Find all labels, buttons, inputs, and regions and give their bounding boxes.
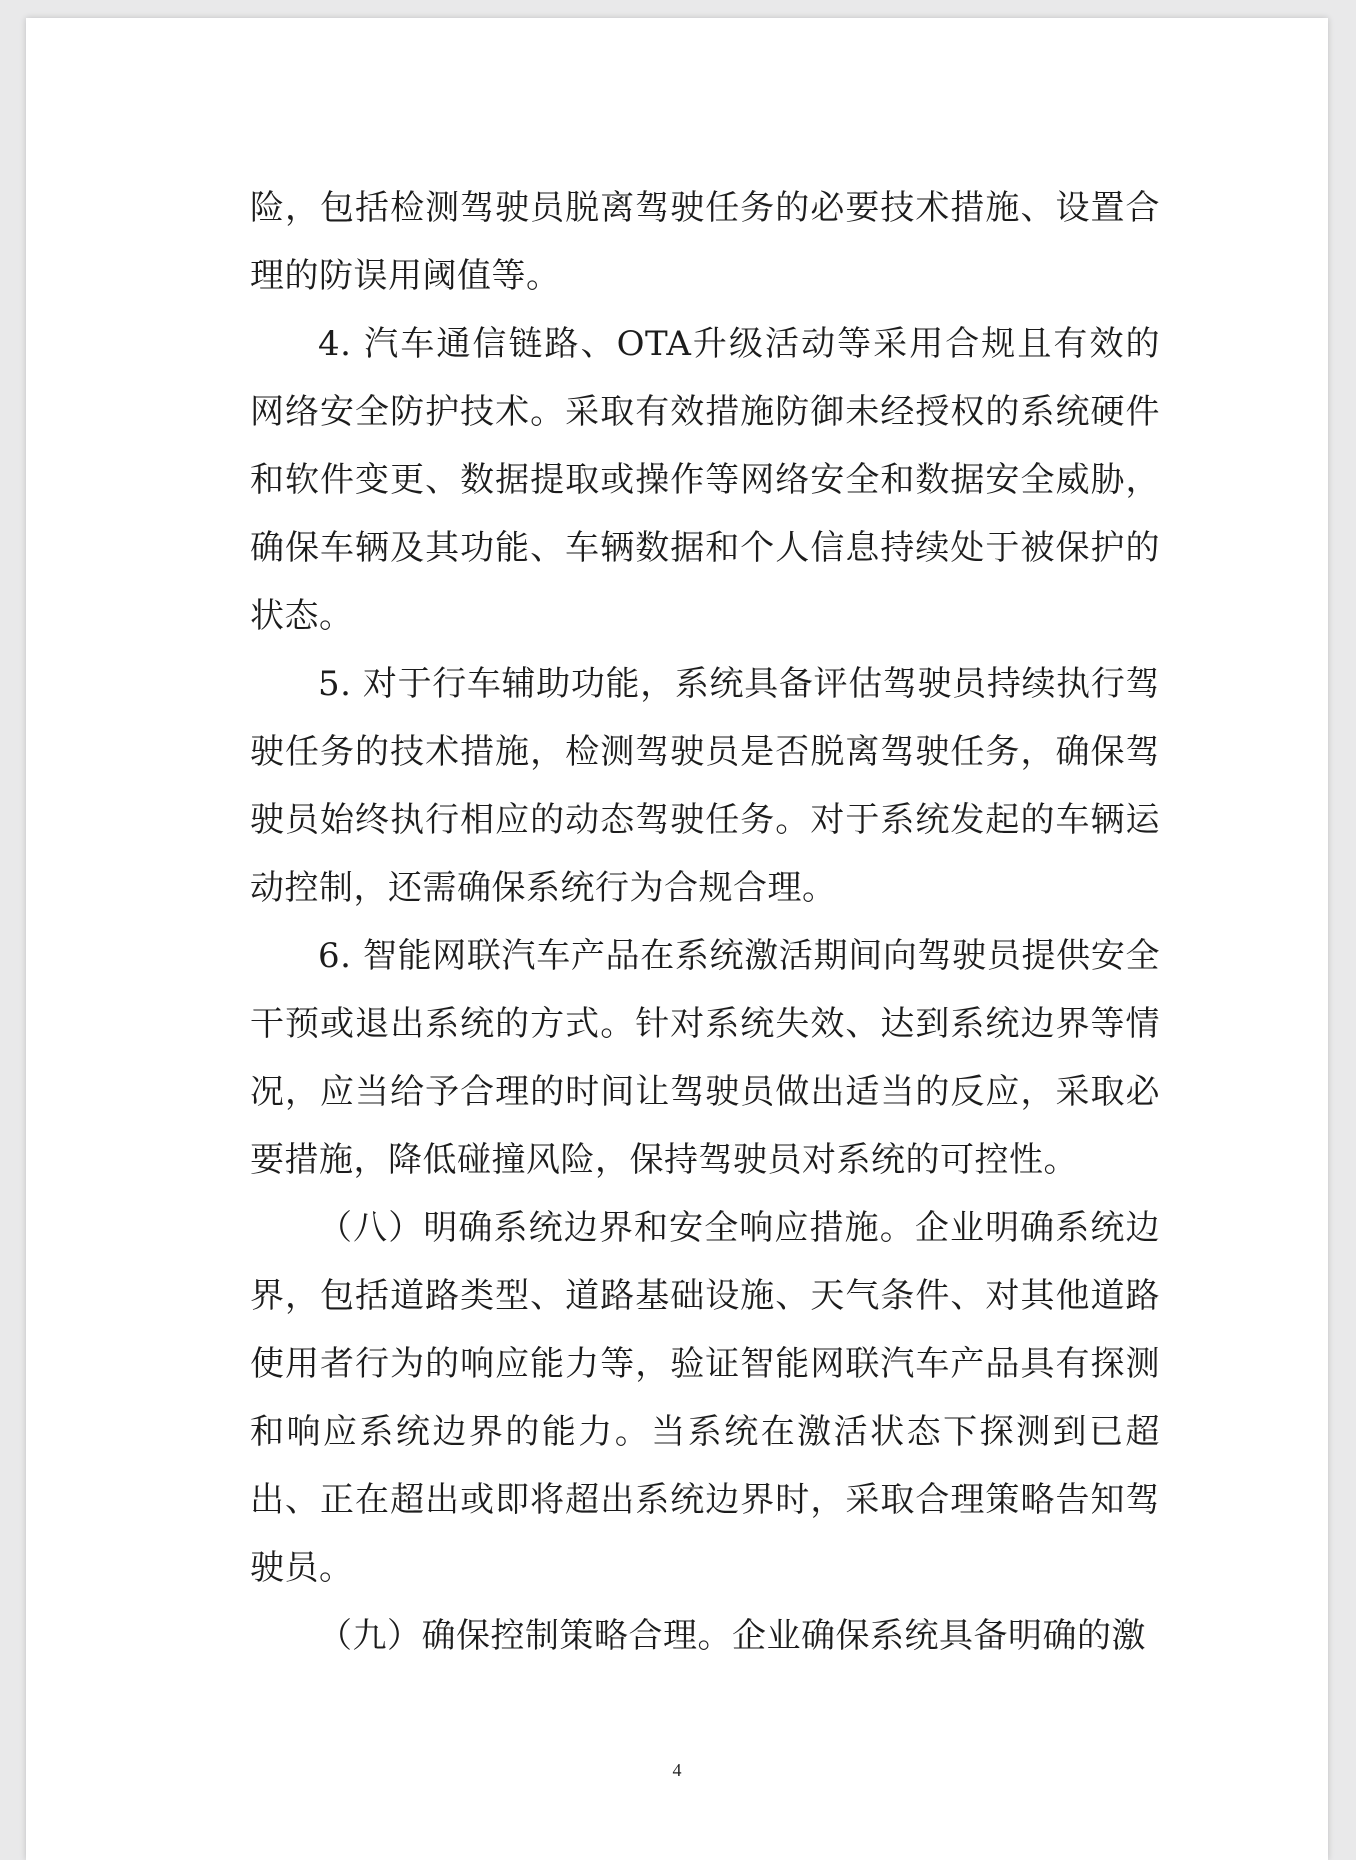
paragraph-item-6: 6. 智能网联汽车产品在系统激活期间向驾驶员提供安全干预或退出系统的方式。针对系统失效、达到系统边界等情况，应当给予合理的时间让驾驶员做出适当的反应，采取必要措施，降低碰撞风险，保持驾驶员对系统的可控性。: [250, 936, 1160, 1180]
paragraph-section-8: （八）明确系统边界和安全响应措施。企业明确系统边界，包括道路类型、道路基础设施、天气条件、对其他道路使用者行为的响应能力等，验证智能网联汽车产品具有探测和响应系统边界的能力。当系统在激活状态下探测到已超出、正在超出或即将超出系统边界时，采取合理策略告知驾驶员。: [250, 1208, 1160, 1588]
document-page: [26, 18, 1328, 1860]
page-number: 4: [672, 1760, 682, 1780]
paragraph-section-9: （九）确保控制策略合理。企业确保系统具备明确的激: [318, 1616, 1146, 1656]
paragraph-continuation: 险，包括检测驾驶员脱离驾驶任务的必要技术措施、设置合理的防误用阈值等。: [250, 188, 1160, 296]
paragraph-item-4: 4. 汽车通信链路、OTA升级活动等采用合规且有效的网络安全防护技术。采取有效措施防御未经授权的系统硬件和软件变更、数据提取或操作等网络安全和数据安全威胁，确保车辆及其功能、车辆数据和个人信息持续处于被保护的状态。: [250, 324, 1160, 636]
document-body: [250, 174, 1160, 1670]
paragraph-item-5: 5. 对于行车辅助功能，系统具备评估驾驶员持续执行驾驶任务的技术措施，检测驾驶员是否脱离驾驶任务，确保驾驶员始终执行相应的动态驾驶任务。对于系统发起的车辆运动控制，还需确保系统行为合规合理。: [250, 664, 1160, 908]
